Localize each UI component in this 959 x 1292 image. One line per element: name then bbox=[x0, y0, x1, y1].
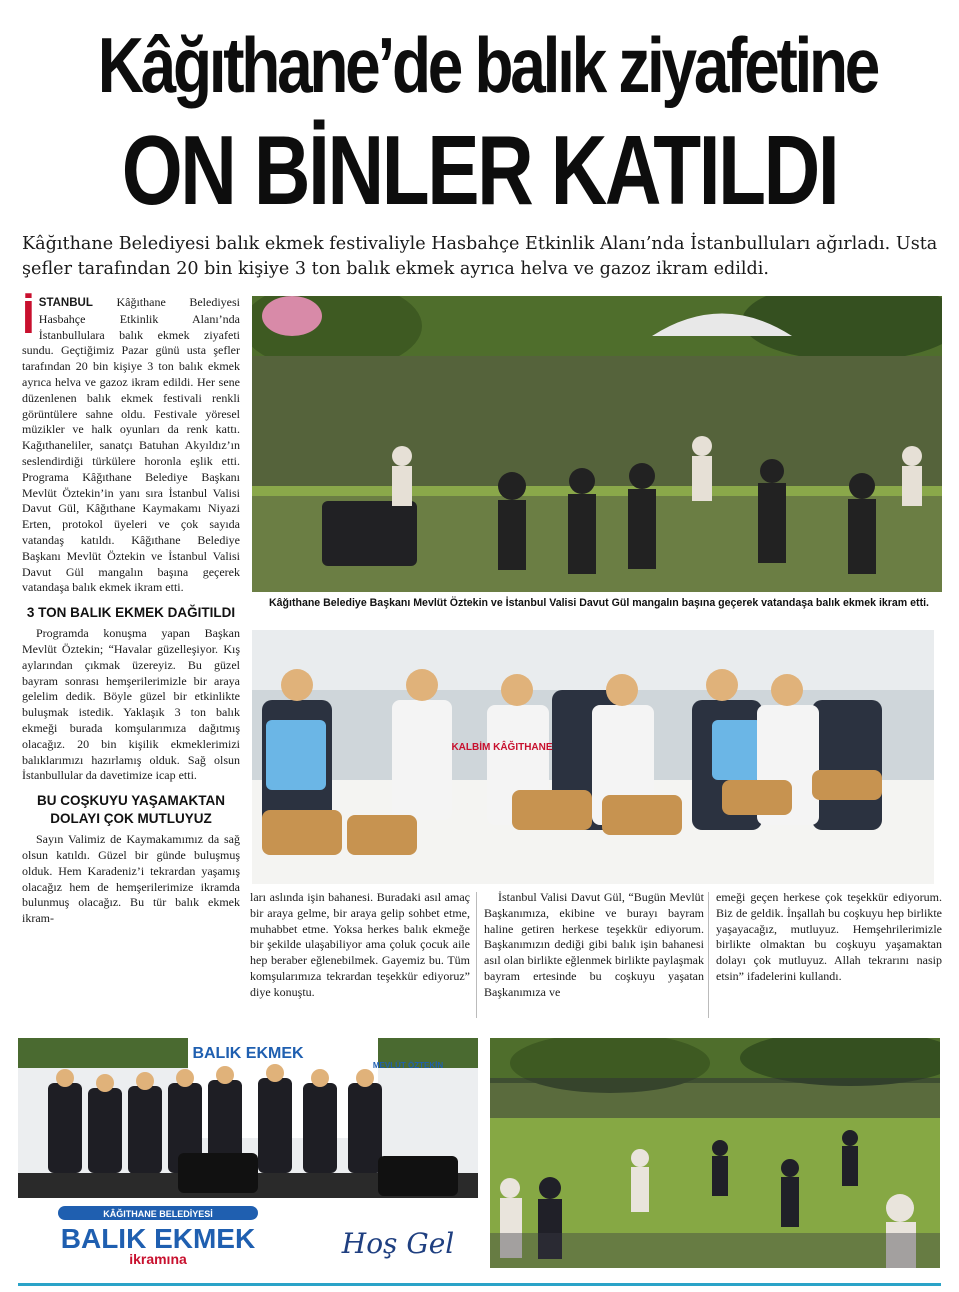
photo-stage-banner bbox=[18, 1038, 478, 1268]
subhead-2-line-1: BU COŞKUYU YAŞAMAKTAN bbox=[36, 793, 226, 809]
banner-title: BALIK EKMEK bbox=[60, 1223, 256, 1254]
article-column-2: ları aslında işin bahanesi. Buradaki asıl amaç bir araya gelme, bir araya gelip sohbet etme, muhabbet etme. Yoksa herkes balık ekmeğe bir şekilde ulaşabiliyor ama çoluk çocuk aile hep beraber eğlenebilmek. Gayemiz bu. Tüm komşularımıza tekrardan teşekkür ediyoruz” diye konuştu. bbox=[250, 890, 470, 999]
photo-officials-serving bbox=[252, 630, 934, 884]
bottom-rule bbox=[18, 1283, 941, 1286]
column-divider bbox=[476, 892, 477, 1018]
subhead-1: 3 TON BALIK EKMEK DAĞITILDI bbox=[26, 605, 236, 621]
article-intro: Kâğıthane Belediyesi Hasbahçe Etkinlik Alanı’nda İstanbullulara balık ekmek ziyafeti sundu. Geçtiğimiz Pazar günü usta şefler tarafından 20 bin kişiye 3 ton balık ekmek ayrıca helva ve gazoz ikram edildi. Her sene düzenlenen balık ekmek festivali renkli görüntülere sahne oldu. Festivale yöresel müzikler ve halk oyunları da renk kattı. Kağıthaneliler, sanatçı Batuhan Akyıldız’ın seslendirdiği türkülere horonla eşlik etti. Programa Kâğıthane Belediye Başkanı Mevlüt Öztekin’in yanı sıra İstanbul Valisi Davut Gül, Kâğıthane Kaymakamı Niyazi Erten, protokol üyeleri ve çok sayıda vatandaş katıldı. Kâğıthane Belediye Başkanı Mevlüt Öztekin ve İstanbul Valisi Davut Gül mangalın başına geçerek vatandaşa balık ekmek ikram etti. bbox=[22, 295, 240, 595]
drop-cap: İ bbox=[22, 291, 35, 343]
column-divider bbox=[708, 892, 709, 1018]
stage-backdrop-title: BALIK EKMEK bbox=[192, 1045, 304, 1062]
banner-welcome: Hoş Gel bbox=[341, 1227, 455, 1260]
article-column-3: İstanbul Valisi Davut Gül, “Bugün Mevlüt Başkanımıza, ekibine ve burayı bayram haline getiren herkese teşekkür ediyorum. Başkanımızın dediği gibi balık işin bahanesi asıl olan birlikte eğlenmek birlikte paylaşmak bayram ertesinde bu coşkuyu yaşatan Başkanımıza ve bbox=[484, 890, 704, 999]
photo-caption: Kâğıthane Belediye Başkanı Mevlüt Öztekin ve İstanbul Valisi Davut Gül mangalın başına geçerek vatandaşa balık ekmek ikram etti. bbox=[268, 597, 929, 609]
headline-line-2: ON BİNLER KATILDI bbox=[121, 115, 838, 225]
apron-text: KALBİM KÂĞITHANE bbox=[451, 742, 553, 753]
article-deck: Kâğıthane Belediyesi balık ekmek festivaliyle Hasbahçe Etkinlik Alanı’nda İstanbulluları ağırladı. Usta şefler tarafından 20 bin kişiye 3 ton balık ekmek ayrıca helva ve gazoz ikram edildi. bbox=[22, 234, 938, 279]
headline-line-1: Kâğıthane’de balık ziyafetine bbox=[97, 21, 878, 109]
article-paragraph-2: Programda konuşma yapan Başkan Mevlüt Öztekin; “Havalar güzelleşiyor. Kış aylarından çıkmak üzereyiz. Bu güzel bayram sonrası hemşerilerimizle bir araya gelelim dedik. Böyle güzel bir etkinlikte buluşmak istedik. Yaklaşık 3 ton balık ekmeği burada komşularımıza dağıtmış olacağız. 20 bin kişilik ekmeklerimizi balıklarımızı hazırlamış olduk. Sağ olsun İstanbullular da davetimize icap etti. bbox=[22, 626, 240, 783]
article-column-4: emeği geçen herkese çok teşekkür ediyorum. Biz de geldik. İnşallah bu coşkuyu hep birlikte yaşayacağız, mutluyuz. Hemşehrilerimizle birlikte olmaktan bu coşkuyu yaşamaktan dolayı çok mutluyuz. Allah tekrarını nasip etsin” ifadelerini kullandı. bbox=[716, 890, 942, 983]
article-paragraph-3: Sayın Valimiz de Kaymakamımız da sağ olsun katıldı. Güzel bir günde buluşmuş olduk. Hem Karadeniz’i tekrardan yaşamış olacağız hem de hemşerilerimize ikramda bulunmuş olacağız. Bu tür balık ekmek ikram- bbox=[22, 832, 240, 926]
photo-crowd-lawn bbox=[490, 1038, 940, 1268]
dateline: STANBUL bbox=[38, 297, 93, 309]
banner-sub: ikramına bbox=[129, 1251, 187, 1267]
stage-backdrop-name: MEVLÜT ÖZTEKİN bbox=[372, 1061, 444, 1070]
photo-crowd-festival bbox=[252, 296, 942, 592]
article-column-1 bbox=[22, 291, 240, 927]
banner-org: KÂĞITHANE BELEDİYESİ bbox=[103, 1209, 213, 1219]
subhead-2-line-2: DOLAYI ÇOK MUTLUYUZ bbox=[50, 811, 212, 827]
